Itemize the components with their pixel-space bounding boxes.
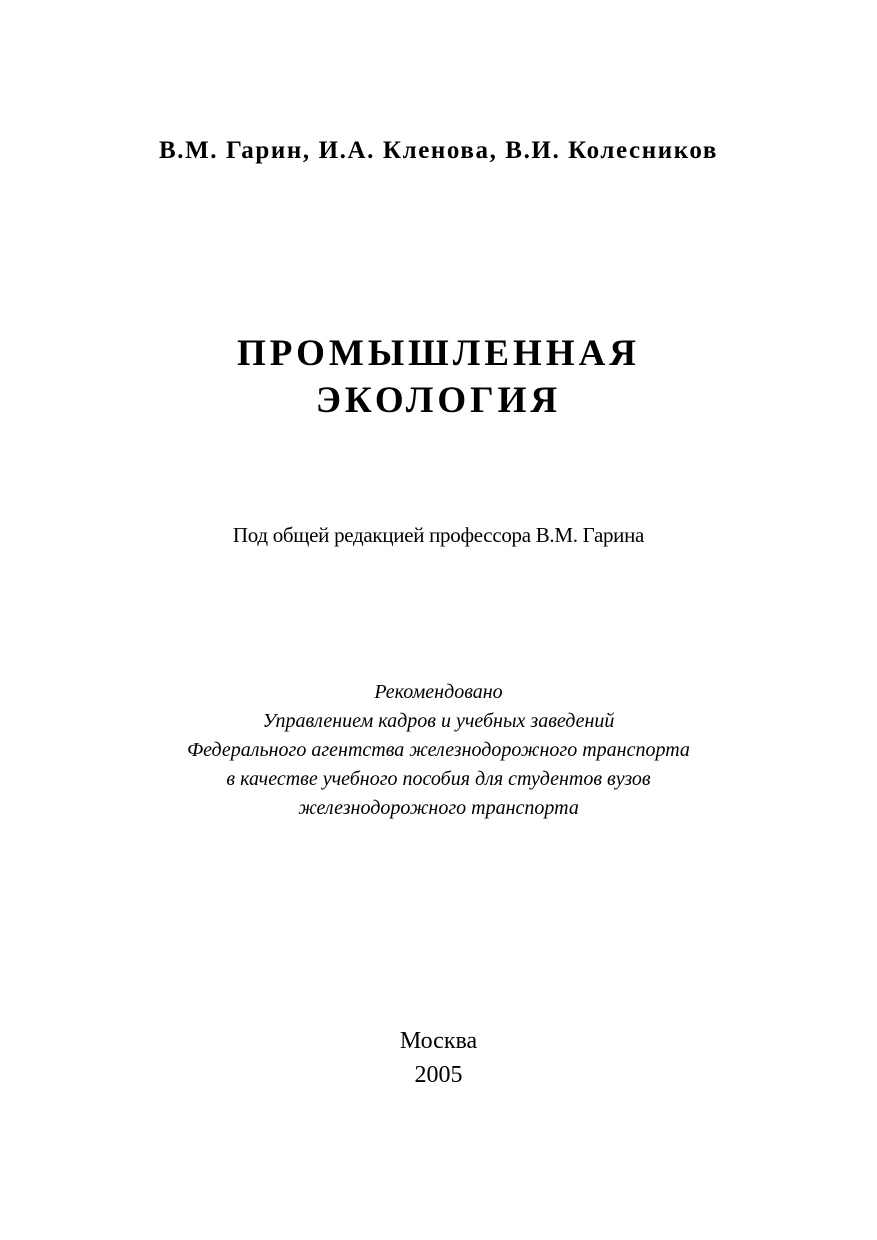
- recommendation-block: [0, 678, 877, 823]
- recommendation-line: железнодорожного транспорта: [298, 797, 579, 819]
- book-title-line-1: ПРОМЫШЛЕННАЯ: [236, 333, 641, 374]
- recommendation-line: в качестве учебного пособия для студентов вузов: [226, 768, 651, 790]
- book-title-line-2: ЭКОЛОГИЯ: [315, 380, 562, 421]
- recommendation-line: Федерального агентства железнодорожного транспорта: [187, 739, 690, 761]
- book-title: [0, 330, 877, 424]
- recommendation-line: Управлением кадров и учебных заведений: [262, 710, 615, 732]
- imprint-city: Москва: [399, 1028, 478, 1054]
- editor-line: Под общей редакцией профессора В.М. Гарина: [232, 523, 645, 547]
- recommendation-line: Рекомендовано: [374, 681, 503, 703]
- authors-line: В.М. Гарин, И.А. Кленова, В.И. Колесников: [158, 137, 719, 164]
- imprint-year: 2005: [414, 1062, 463, 1088]
